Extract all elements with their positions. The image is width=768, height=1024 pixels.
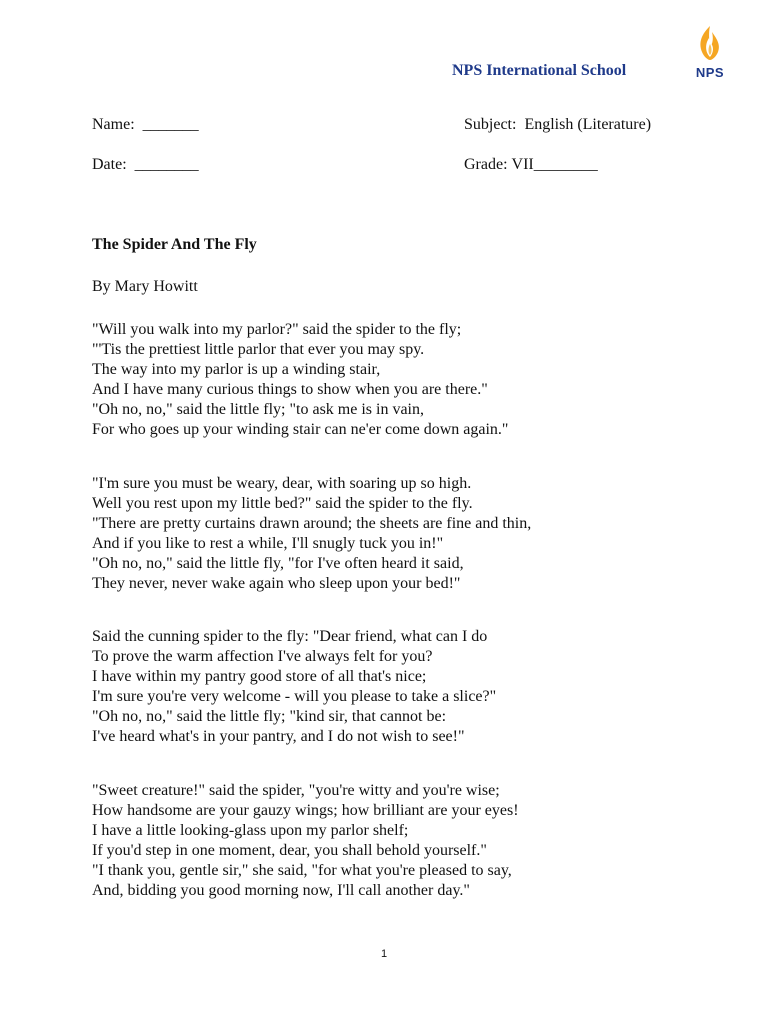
poem-author: By Mary Howitt — [92, 278, 198, 295]
date-field — [92, 156, 199, 174]
stanza-4 — [92, 781, 519, 901]
flame-icon — [688, 24, 732, 64]
poem-line: I'm sure you're very welcome - will you please to take a slice?" — [92, 688, 497, 705]
poem-line: "I thank you, gentle sir," she said, "for what you're pleased to say, — [92, 862, 512, 879]
poem-line: I have within my pantry good store of all that's nice; — [92, 668, 427, 685]
school-name: NPS International School — [452, 62, 627, 79]
subject-field — [464, 116, 651, 134]
name-label: Name: — [92, 116, 135, 133]
poem-line: The way into my parlor is up a winding stair, — [92, 361, 381, 378]
name-value: _______ — [142, 116, 199, 133]
poem-line: Well you rest upon my little bed?" said the spider to the fly. — [92, 495, 473, 512]
poem-line: I have a little looking-glass upon my parlor shelf; — [92, 822, 409, 839]
stanza-2 — [92, 474, 531, 594]
date-label: Date: — [92, 156, 127, 173]
subject-value: English (Literature) — [524, 116, 652, 133]
stanza-1 — [92, 320, 508, 440]
poem-line: "Oh no, no," said the little fly, "for I've often heard it said, — [92, 555, 464, 572]
poem-title: The Spider And The Fly — [92, 236, 257, 253]
name-field — [92, 116, 199, 134]
poem-line: For who goes up your winding stair can ne'er come down again." — [92, 421, 509, 438]
poem-line: "I'm sure you must be weary, dear, with soaring up so high. — [92, 475, 472, 492]
poem-line: They never, never wake again who sleep upon your bed!" — [92, 575, 461, 592]
poem-line: And if you like to rest a while, I'll snugly tuck you in!" — [92, 535, 444, 552]
poem-line: I've heard what's in your pantry, and I do not wish to see!" — [92, 728, 465, 745]
poem-line: Said the cunning spider to the fly: "Dear friend, what can I do — [92, 628, 488, 645]
poem-line: "Will you walk into my parlor?" said the spider to the fly; — [92, 321, 462, 338]
poem-line: "Oh no, no," said the little fly; "kind sir, that cannot be: — [92, 708, 447, 725]
poem-line: To prove the warm affection I've always felt for you? — [92, 648, 433, 665]
poem-line: "There are pretty curtains drawn around; the sheets are fine and thin, — [92, 515, 532, 532]
stanza-3 — [92, 627, 496, 747]
poem-line: And I have many curious things to show when you are there." — [92, 381, 488, 398]
poem-line: If you'd step in one moment, dear, you shall behold yourself." — [92, 842, 487, 859]
logo-text: NPS — [695, 65, 725, 80]
subject-label: Subject: — [464, 116, 517, 133]
grade-label: Grade: — [464, 156, 508, 173]
page-number: 1 — [380, 948, 388, 960]
grade-field — [464, 156, 598, 174]
grade-value: VII________ — [511, 156, 598, 173]
date-value: ________ — [134, 156, 199, 173]
poem-line: "'Tis the prettiest little parlor that ever you may spy. — [92, 341, 425, 358]
school-logo — [688, 24, 732, 84]
poem-line: "Oh no, no," said the little fly; "to ask me is in vain, — [92, 401, 424, 418]
poem-line: And, bidding you good morning now, I'll call another day." — [92, 882, 470, 899]
poem-line: How handsome are your gauzy wings; how brilliant are your eyes! — [92, 802, 519, 819]
poem-line: "Sweet creature!" said the spider, "you're witty and you're wise; — [92, 782, 500, 799]
